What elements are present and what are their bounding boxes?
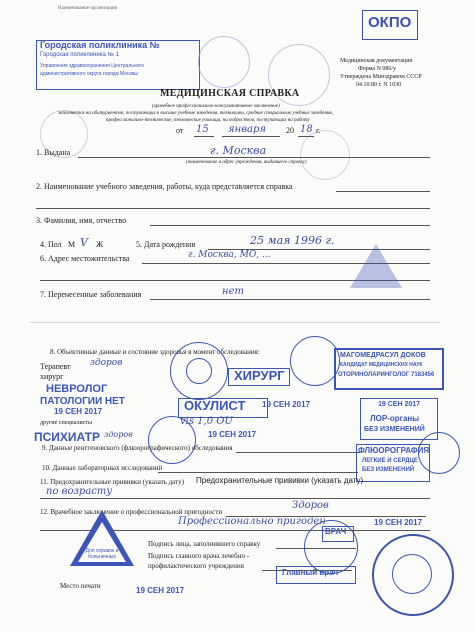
round-seal-oculist (148, 416, 196, 464)
faint-round-seal (198, 36, 250, 88)
faint-round-seal (300, 130, 350, 180)
field-xray-label: 9. Данные рентгеновского (флюорографического) обследования (42, 444, 233, 452)
field-name-label: 3. Фамилия, имя, отчество (36, 216, 127, 225)
stamp-ent-organs: ЛОР-органы (370, 414, 420, 423)
field-xray-line (236, 452, 360, 453)
field-vaccines-line (40, 498, 430, 499)
stamp-ent-ok: БЕЗ ИЗМЕНЕНИЙ (364, 426, 425, 433)
field-vaccines-label: 11. Предохранительные прививки (указать дату) (40, 478, 184, 486)
stamp-neurologist: НЕВРОЛОГ (46, 383, 108, 395)
stamp-vrach: ВРАЧ (325, 527, 347, 536)
oculist-handwriting: vis 1,0 OU (180, 416, 233, 427)
stamp-psychiatrist: ПСИХИАТР (34, 430, 100, 444)
signature-filler-label: Подпись лица, заполнившего справку (148, 540, 261, 548)
date-month-line (222, 136, 280, 137)
upper-triangle-stamp (350, 244, 402, 288)
org-stamp-title: Городская поликлиника № (40, 40, 160, 50)
org-stamp-dept2: административного округа города Москвы (40, 71, 138, 77)
signature-chief-label: Подпись главного врача лечебно - (148, 552, 250, 560)
doctor-surgeon: хирург (40, 372, 64, 381)
field-address-label: 6. Адрес местожительства (40, 254, 130, 263)
field-sex-female: Ж (96, 240, 104, 249)
intro-line-2: профессионально-технические, технические училища, на подростков, поступающих на работу (106, 118, 310, 123)
stamp-fluoro-line1: ЛЕГКИЕ И СЕРДЦЕ (362, 458, 418, 464)
org-stamp-caption: Наименование организации (58, 6, 118, 11)
stamp-hirurg: ХИРУРГ (234, 368, 285, 383)
stamp-fluoro-title: ФЛЮОРОГРАФИЯ (358, 446, 430, 455)
field-diseases-value: нет (222, 286, 244, 297)
date-day-line (194, 136, 214, 137)
round-seal-fluoro (418, 432, 460, 474)
field-diseases-label: 7. Перенесенные заболевания (40, 290, 142, 299)
form-number: Форма N 086/у (358, 66, 397, 72)
field-name-line (150, 225, 430, 226)
stamp-ent-degree: КАНДИДАТ МЕДИЦИНСКИХ НАУК (340, 362, 423, 368)
form-approval-date: 04.10.80 г. N 1030 (356, 82, 402, 88)
date-suffix: г. (316, 126, 321, 135)
stamp-ent-specialty: ОТОРИНОЛАРИНГОЛОГ 7183456 (338, 372, 435, 378)
stamp-main-doctor: Главный врач (282, 568, 339, 577)
date-year-line (298, 136, 314, 137)
round-seal-center (290, 336, 340, 386)
stamp-oculist: ОКУЛИСТ (184, 398, 246, 413)
field-birthdate-value: 25 мая 1996 г. (250, 234, 335, 247)
stamp-no-pathology: ПАТОЛОГИИ НЕТ (40, 396, 125, 407)
field-issued-hint: (наименование и адрес учреждения, выдавшего справку) (186, 160, 307, 165)
document-subtitle: (врачебное профессионально-консультативное заключение) (152, 104, 280, 109)
field-institution-label: 2. Наименование учебного заведения, работы, куда представляется справка (36, 182, 293, 191)
intro-line-1: заполняется на абитуриентов, поступающих в высшие учебные заведения, техникумы, средние специальные учебные заведения, (58, 111, 333, 116)
stamp-date-center-2: 19 СЕН 2017 (262, 400, 311, 409)
date-prefix: от (176, 126, 184, 135)
field-diseases-line (150, 299, 430, 300)
org-stamp-dept: Управление здравоохранения Центрального (40, 63, 144, 69)
form-approval: Утверждена Минздравом СССР (340, 74, 422, 80)
field-issued-line (78, 157, 430, 158)
round-seal-russia-inner (392, 554, 432, 594)
date-year-prefix: 20 (286, 126, 294, 135)
stamp-ent-date: 19 СЕН 2017 (378, 401, 421, 408)
form-doc-type: Медицинская документация (340, 58, 413, 64)
stamp-ent-name: МАГОМЕДРАСУЛ ДОКОВ (340, 352, 426, 359)
doctor-therapist: Терапевт (40, 362, 71, 371)
round-seal-signature (304, 520, 358, 574)
field-issued-label: 1. Выдана (36, 148, 71, 157)
field-conclusion-value-2: Профессионально пригоден (178, 516, 326, 527)
field-objective-label: 8. Объективные данные и состояние здоровья в момент обследования: (50, 348, 260, 356)
document-title: МЕДИЦИНСКАЯ СПРАВКА (160, 88, 300, 99)
psychiatrist-note: здоров (104, 430, 133, 439)
field-institution-line-2 (36, 208, 430, 209)
stamp-date-left: 19 СЕН 2017 (54, 407, 103, 416)
field-sex-male: М (68, 240, 76, 249)
date-day-value: 15 (196, 124, 209, 135)
field-sex-label: 4. Пол (40, 240, 62, 249)
stamp-date-conclusion: 19 СЕН 2017 (374, 518, 423, 527)
field-sex-check: V (80, 236, 88, 249)
date-month-value: января (228, 124, 267, 135)
org-stamp-sub: Городская поликлиника № 1 (40, 52, 119, 58)
field-vaccines-value: по возрасту (46, 486, 113, 497)
seal-place-label: Место печати (60, 582, 101, 590)
date-year-value: 18 (300, 124, 313, 135)
field-birthdate-label: 5. Дата рождения (136, 240, 196, 249)
field-vaccines-echo: Предохранительные прививки (указать дату) (196, 476, 364, 485)
therapist-note: здоров (90, 358, 123, 368)
field-institution-line (336, 191, 430, 192)
stamp-date-center: 19 СЕН 2017 (208, 430, 257, 439)
signature-chief-label-2: профилактического учреждения (148, 562, 244, 570)
field-issued-value: г. Москва (210, 144, 267, 157)
stamp-date-bottom: 19 СЕН 2017 (136, 586, 185, 595)
field-conclusion-value: Здоров (292, 500, 329, 511)
page-fold (30, 322, 440, 323)
stamp-fluoro-line2: БЕЗ ИЗМЕНЕНИЙ (362, 467, 415, 473)
triangle-stamp-text: Для справок и больничных (85, 548, 119, 560)
field-address-value: г. Москва, МО, ... (188, 250, 271, 260)
field-conclusion-label: 12. Врачебное заключение о профессиональной пригодности (40, 508, 223, 516)
doctor-other: другие специалисты (40, 420, 93, 426)
field-lab-label: 10. Данные лабораторных исследований (42, 464, 163, 472)
round-seal-surgeon-inner (186, 358, 212, 384)
field-lab-line (158, 472, 358, 473)
okpo-label: ОКПО (368, 14, 412, 31)
